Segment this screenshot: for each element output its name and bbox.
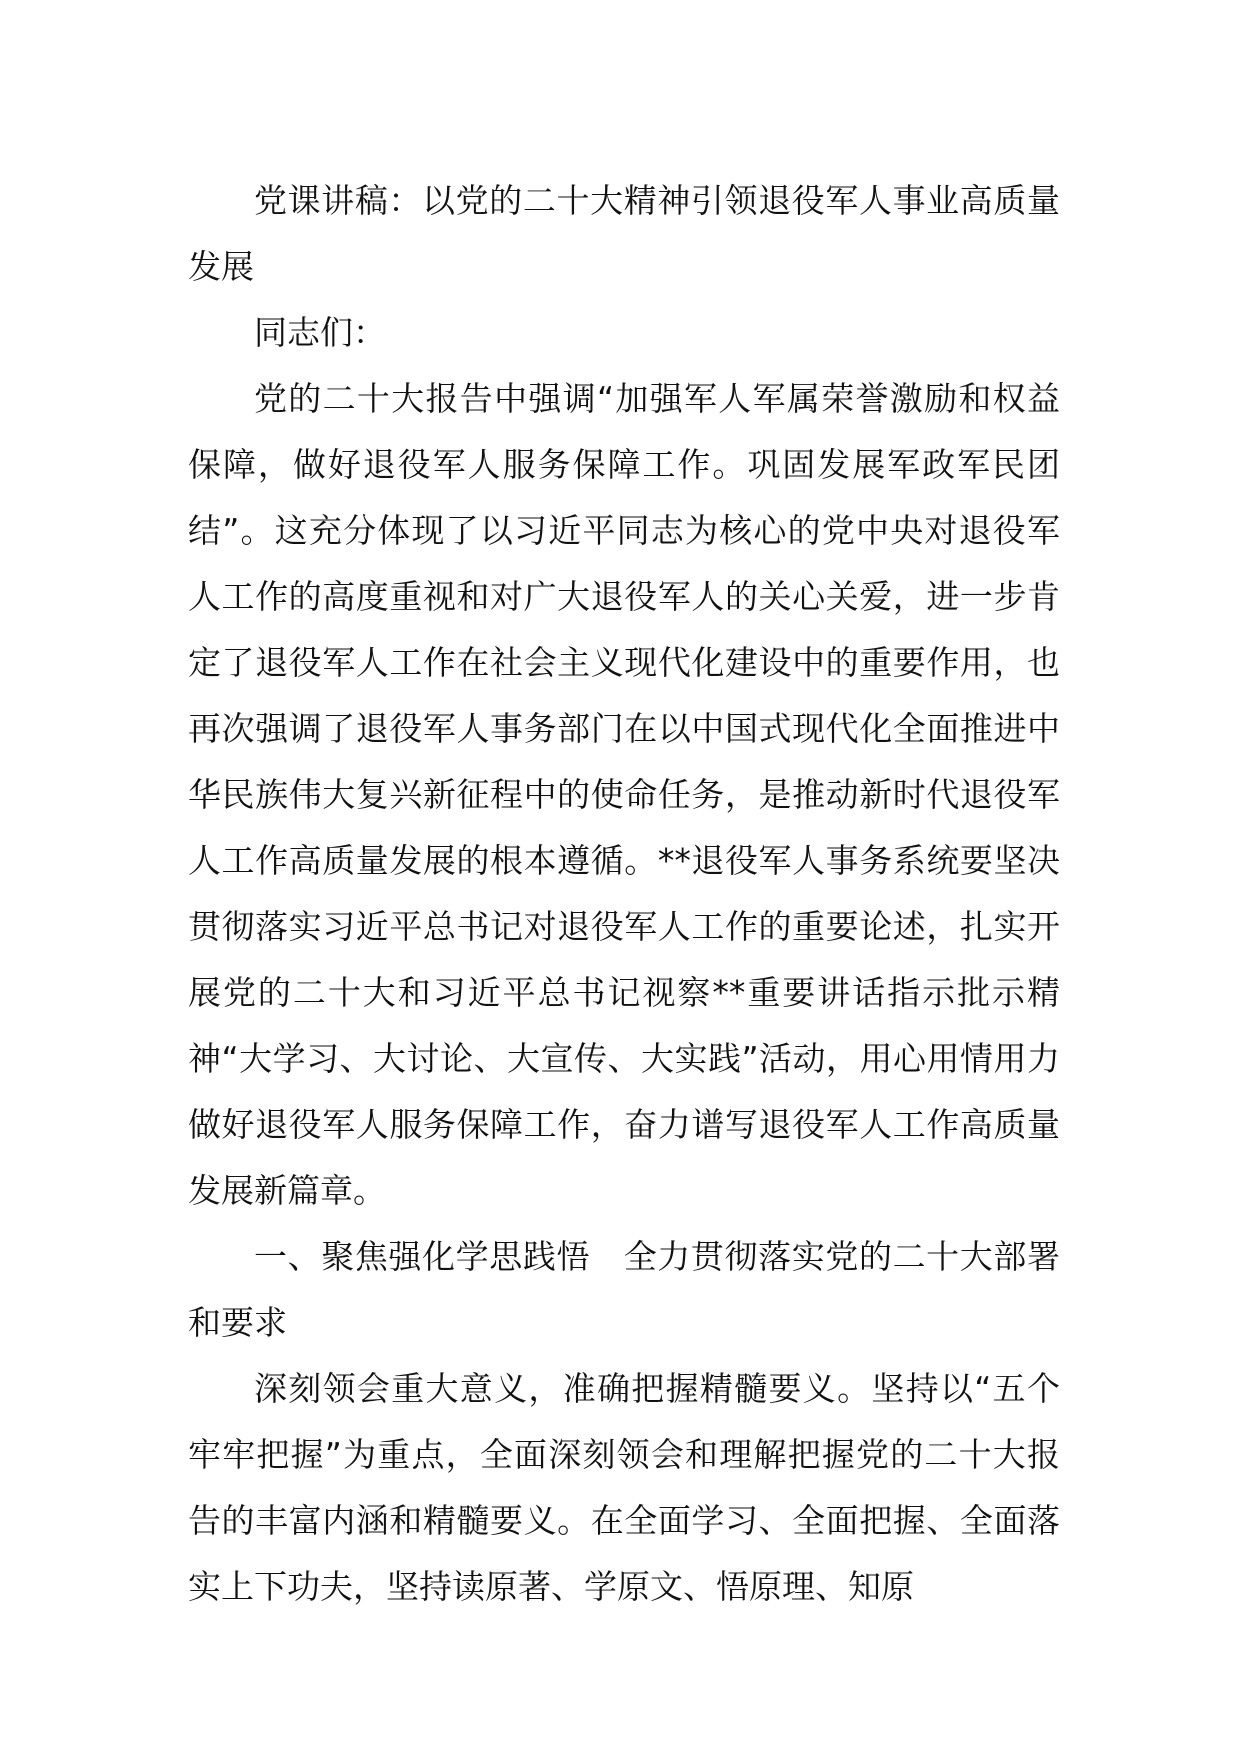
body-paragraph: 党的二十大报告中强调“加强军人军属荣誉激励和权益保障，做好退役军人服务保障工作。巩固发展军政军民团结”。这充分体现了以习近平同志为核心的党中央对退役军人工作的高度重视和对广大退役军人的关心关爱，进一步肯定了退役军人工作在社会主义现代化建设中的重要作用，也再次强调了退役军人事务部门在以中国式现代化全面推进中华民族伟大复兴新征程中的使命任务，是推动新时代退役军人工作高质量发展的根本遵循。**退役军人事务系统要坚决贯彻落实习近平总书记对退役军人工作的重要论述，扎实开展党的二十大和习近平总书记视察**重要讲话指示批示精神“大学习、大讨论、大宣传、大实践”活动，用心用情用力做好退役军人服务保障工作，奋力谱写退役军人工作高质量发展新篇章。	[188, 379, 1060, 1210]
salutation: 同志们：	[254, 313, 386, 352]
section-paragraph: 深刻领会重大意义，准确把握精髓要义。坚持以“五个牢牢把握”为重点，全面深刻领会和理解把握党的二十大报告的丰富内涵和精髓要义。在全面学习、全面把握、全面落实上下功夫，坚持读原著、学原文、悟原理、知原	[188, 1369, 1060, 1606]
section-heading: 一、聚焦强化学思践悟 全力贯彻落实党的二十大部署和要求	[188, 1237, 1060, 1342]
document-body	[188, 168, 1060, 1620]
document-title: 党课讲稿：以党的二十大精神引领退役军人事业高质量发展	[188, 181, 1060, 286]
